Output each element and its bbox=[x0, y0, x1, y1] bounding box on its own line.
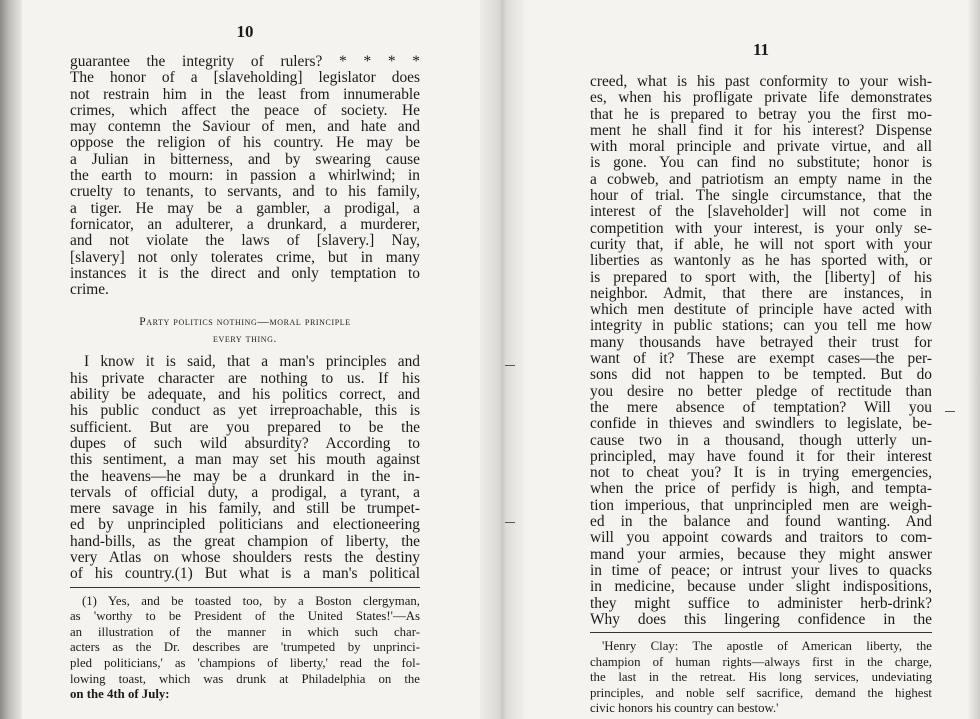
text-line: liberties as wantonly as he has sported with, or bbox=[590, 252, 932, 270]
text-line: in time of peace; or intrust your lives to quacks bbox=[590, 561, 932, 579]
text-line: and not violate the laws of [slavery.] Nay, bbox=[70, 232, 420, 250]
right-page-edge bbox=[968, 0, 980, 719]
heading-line: every thing. bbox=[212, 333, 278, 346]
text-line: Why does this lingering confidence in the bbox=[590, 610, 932, 628]
text-line: fornicator, an adulterer, a drunkard, a murderer, bbox=[70, 215, 420, 233]
text-line: principled, may have found it for their interest bbox=[590, 447, 932, 465]
text-line: ed in the balance and found wanting. And bbox=[590, 513, 932, 531]
text-line: a tiger. He may be a gambler, a prodigal, a bbox=[70, 199, 420, 217]
right-footnote bbox=[590, 639, 932, 717]
footnote-line: as 'worthy to be President of the United States!'—As bbox=[70, 609, 420, 624]
text-line: oppose the religion of his country. He may be bbox=[70, 134, 420, 152]
text-line: tervals of official duty, a prodigal, a tyrant, a bbox=[70, 483, 420, 501]
page-number-left: 10 bbox=[236, 22, 254, 41]
text-line: very Atlas on whose shoulders rests the destiny bbox=[70, 549, 420, 567]
text-line: sons did not happen to be tempted. But do bbox=[590, 366, 932, 384]
text-line: with moral principle and private virtue, and all bbox=[590, 138, 932, 156]
footnote-line: on the 4th of July: bbox=[70, 687, 170, 702]
text-line: not to cheat you? It is in trying emergencies, bbox=[590, 464, 932, 482]
text-line: integrity in public stations; can you tell me how bbox=[590, 317, 932, 335]
text-line: many thousands have betrayed their trust for bbox=[590, 333, 932, 351]
text-line: in medicine, because under slight indispositions, bbox=[590, 578, 932, 596]
left-page bbox=[70, 20, 420, 703]
text-line: is gone. You can find no substitute; honor is bbox=[590, 154, 932, 172]
text-line: ment he shall find it for his interest? Dispense bbox=[590, 121, 932, 139]
text-line: es, when his profligate private life demonstrates bbox=[590, 89, 932, 107]
margin-mark bbox=[505, 365, 515, 366]
text-line: ed by unprincipled politicians and electioneering bbox=[70, 516, 420, 534]
text-line: creed, what is his past conformity to your wish- bbox=[590, 73, 932, 90]
text-line: will you appoint cowards and traitors to com- bbox=[590, 529, 932, 547]
footnote-line: civic honors his country can bestow.' bbox=[590, 701, 779, 716]
text-line: crime. bbox=[70, 281, 109, 299]
text-line: cause two in a thousand, though utterly un- bbox=[590, 431, 932, 449]
text-line: neighbor. Admit, that there are instances, in bbox=[590, 284, 932, 302]
left-page-edge bbox=[0, 0, 22, 719]
text-line: is prepared to sport with, the [liberty] of his bbox=[590, 268, 932, 286]
footnote-line: acters as the Dr. describes are 'trumpeted by unprinci- bbox=[70, 640, 420, 655]
book-gutter bbox=[480, 0, 524, 719]
margin-mark bbox=[945, 411, 955, 412]
text-line: you desire no better pledge of rectitude than bbox=[590, 382, 932, 400]
text-line: his private character are nothing to us. If his bbox=[70, 369, 420, 387]
text-line: the heavens—he may be a drunkard in the in- bbox=[70, 467, 420, 485]
text-line: hand-bills, as the great champion of liberty, the bbox=[70, 532, 420, 550]
text-line: curity that, if able, he will not sport with your bbox=[590, 235, 932, 253]
text-line: that he is prepared to betray you the first mo- bbox=[590, 105, 932, 123]
text-line: may contemn the Saviour of men, and hate and bbox=[70, 118, 420, 136]
heading-line: Party politics nothing—moral principle bbox=[139, 316, 351, 329]
text-line: tion imperious, that unprincipled men are weigh- bbox=[590, 496, 932, 514]
left-paragraph-2 bbox=[70, 354, 420, 582]
text-line: not restrain him in the least from innumerable bbox=[70, 85, 420, 103]
text-line: dupes of such wild absurdity? According to bbox=[70, 434, 420, 452]
footnote-line: 'Henry Clay: The apostle of American liberty, the bbox=[602, 639, 932, 654]
footnote-rule bbox=[70, 587, 420, 588]
margin-mark bbox=[505, 522, 515, 523]
footnote-line: champion of human rights—always first in the charge, bbox=[590, 654, 932, 669]
footnote-line: the last in the retreat. His long services, undeviating bbox=[590, 670, 932, 685]
text-line: a Julian in bitterness, and by swearing cause bbox=[70, 150, 420, 168]
text-line: when the price of perfidy is high, and tempta- bbox=[590, 480, 932, 498]
footnote-line: lowing toast, which was drunk at Philadelphia on the bbox=[70, 671, 420, 686]
text-line: The honor of a [slaveholding] legislator does bbox=[70, 69, 420, 87]
footnote-line: principles, and noble self sacrifice, demand the highest bbox=[590, 685, 932, 700]
text-line: of his country.(1) But what is a man's political bbox=[70, 565, 420, 583]
left-paragraph-1 bbox=[70, 54, 420, 298]
text-line: instances it is the direct and only temptation to bbox=[70, 264, 420, 282]
text-line: a cobweb, and patriotism an empty name in the bbox=[590, 170, 932, 188]
right-paragraph bbox=[590, 74, 932, 628]
footnote-line: (1) Yes, and be toasted too, by a Boston clergyman, bbox=[82, 593, 420, 608]
text-line: mand your armies, because they might answer bbox=[590, 545, 932, 563]
text-line: the earth to mourn: in passion a whirlwind; in bbox=[70, 167, 420, 185]
text-line: crimes, which affect the peace of society. He bbox=[70, 101, 420, 119]
text-line: this sentiment, a man may set his mouth against bbox=[70, 451, 420, 469]
text-line: cruelty to tenants, to servants, and to his family, bbox=[70, 183, 420, 201]
left-footnote bbox=[70, 594, 420, 703]
text-line: I know it is said, that a man's principles and bbox=[84, 353, 420, 371]
text-line: [slavery] not only tolerates crime, but in many bbox=[70, 248, 420, 266]
footnote-line: an illustration of the manner in which such char- bbox=[70, 624, 420, 639]
text-line: ability be adequate, and his politics correct, and bbox=[70, 386, 420, 404]
footnote-rule bbox=[590, 632, 932, 633]
text-line: confide in thieves and swindlers to legislate, be- bbox=[590, 415, 932, 433]
right-page bbox=[590, 38, 932, 717]
text-line: hour of trial. The single circumstance, that the bbox=[590, 187, 932, 205]
text-line: sufficient. But are you prepared to be the bbox=[70, 418, 420, 436]
text-line: his public conduct as yet irreproachable, this is bbox=[70, 402, 420, 420]
text-line: which men destitute of principle have acted with bbox=[590, 301, 932, 319]
text-line: competition with your interest, is your only se- bbox=[590, 219, 932, 237]
text-line: mere savage in his family, and still be trumpet- bbox=[70, 500, 420, 518]
page-number-right: 11 bbox=[752, 40, 770, 59]
text-line: guarantee the integrity of rulers? * * * * bbox=[70, 53, 420, 70]
text-line: want of it? These are exempt cases—the per- bbox=[590, 350, 932, 368]
text-line: the mere absence of temptation? Will you bbox=[590, 398, 932, 416]
footnote-line: pled politicians,' as 'champions of liberty,' read the fol- bbox=[70, 655, 420, 670]
text-line: they might suffice to administer herb-drink? bbox=[590, 594, 932, 612]
text-line: interest of the [slaveholder] will not come in bbox=[590, 203, 932, 221]
section-heading bbox=[70, 314, 420, 348]
